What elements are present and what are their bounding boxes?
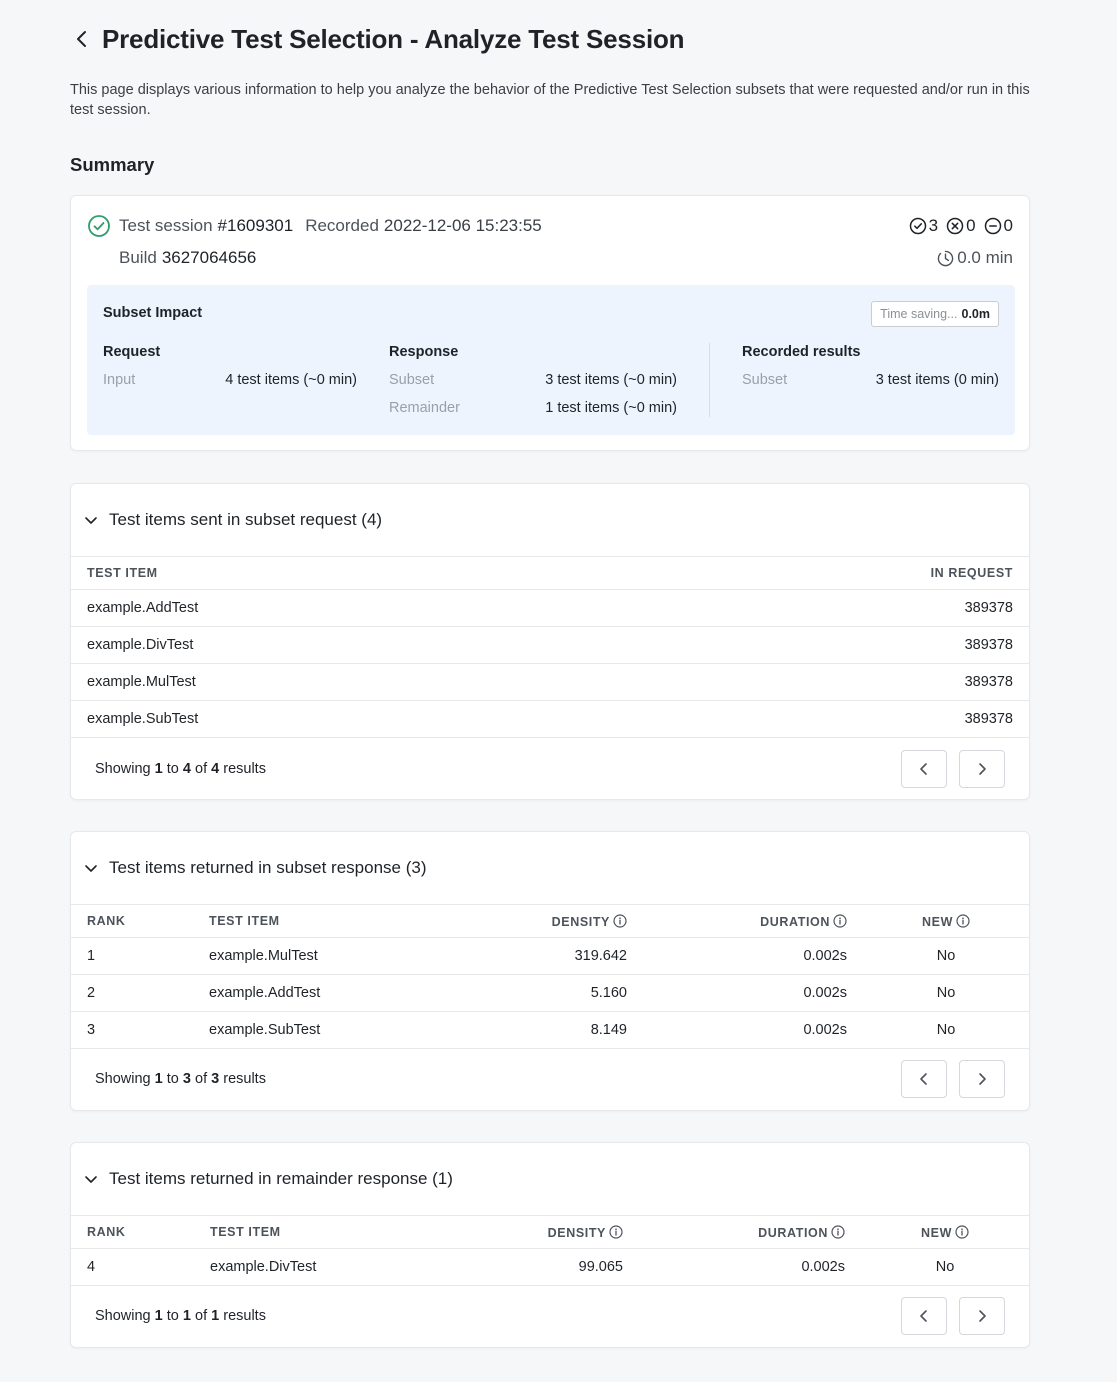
rank-cell: 3 bbox=[71, 1012, 193, 1049]
duration-cell: 0.002s bbox=[643, 975, 863, 1012]
col-new[interactable]: NEW bbox=[863, 905, 1029, 938]
test-item-cell: example.SubTest bbox=[193, 1012, 493, 1049]
pagination bbox=[71, 1285, 1029, 1347]
in-request-cell: 389378 bbox=[604, 590, 1029, 627]
recorded-results-heading: Recorded results bbox=[742, 344, 861, 360]
session-info-row bbox=[87, 214, 1013, 238]
duration-cell: 0.002s bbox=[643, 938, 863, 975]
in-request-cell: 389378 bbox=[604, 664, 1029, 701]
duration-cell: 0.002s bbox=[639, 1249, 861, 1286]
pagination bbox=[71, 738, 1029, 800]
session-id: #1609301 bbox=[217, 216, 294, 235]
remainder-response-header[interactable] bbox=[71, 1143, 1029, 1215]
info-icon[interactable] bbox=[956, 914, 970, 928]
test-item-cell: example.AddTest bbox=[71, 590, 604, 627]
response-heading: Response bbox=[389, 344, 459, 360]
duration-cell: 0.002s bbox=[643, 1012, 863, 1049]
request-items-header[interactable] bbox=[71, 484, 1029, 556]
col-test-item[interactable]: TEST ITEM bbox=[194, 1216, 494, 1249]
chevron-left-icon bbox=[72, 29, 92, 49]
col-new[interactable]: NEW bbox=[861, 1216, 1029, 1249]
collapse-toggle[interactable] bbox=[81, 510, 101, 530]
density-cell: 8.149 bbox=[493, 1012, 643, 1049]
collapse-toggle[interactable] bbox=[81, 858, 101, 878]
test-item-cell: example.DivTest bbox=[71, 627, 604, 664]
rank-cell: 1 bbox=[71, 938, 193, 975]
col-density[interactable]: DENSITY bbox=[493, 905, 643, 938]
test-item-cell: example.DivTest bbox=[194, 1249, 494, 1286]
info-icon[interactable] bbox=[831, 1225, 845, 1239]
test-item-cell: example.SubTest bbox=[71, 701, 604, 738]
chevron-right-icon bbox=[975, 762, 989, 776]
x-circle-icon bbox=[946, 217, 964, 235]
pagination-summary: Showing 1 to 4 of 4 results bbox=[95, 761, 266, 777]
rank-cell: 2 bbox=[71, 975, 193, 1012]
build-label: Build bbox=[119, 248, 157, 267]
table-row[interactable] bbox=[71, 1012, 1029, 1049]
request-input-value: 4 test items (~0 min) bbox=[225, 372, 357, 388]
col-duration[interactable]: DURATION bbox=[639, 1216, 861, 1249]
session-label: Test session bbox=[119, 216, 213, 235]
previous-page-button[interactable] bbox=[901, 750, 947, 788]
subset-impact-title: Subset Impact bbox=[103, 305, 203, 321]
rank-cell: 4 bbox=[71, 1249, 194, 1286]
build-id: 3627064656 bbox=[161, 248, 257, 267]
result-counts bbox=[901, 216, 1013, 236]
col-duration[interactable]: DURATION bbox=[643, 905, 863, 938]
table-row[interactable] bbox=[71, 627, 1029, 664]
minus-circle-icon bbox=[984, 217, 1002, 235]
info-icon[interactable] bbox=[613, 914, 627, 928]
response-remainder-label: Remainder bbox=[389, 400, 460, 416]
request-items-card bbox=[70, 483, 1030, 800]
page-title: Predictive Test Selection - Analyze Test Session bbox=[102, 23, 685, 54]
impact-divider bbox=[709, 343, 710, 417]
chevron-right-icon bbox=[975, 1309, 989, 1323]
recorded-label: Recorded bbox=[305, 216, 379, 235]
response-remainder-value: 1 test items (~0 min) bbox=[545, 400, 677, 416]
in-request-cell: 389378 bbox=[604, 627, 1029, 664]
page-description: This page displays various information to help you analyze the behavior of the Predictive Test Selection subsets that were requested and/or run in this test session. bbox=[70, 82, 1030, 118]
pagination-summary: Showing 1 to 1 of 1 results bbox=[95, 1308, 266, 1324]
subset-response-table bbox=[71, 904, 1029, 1049]
table-header-row bbox=[71, 557, 1029, 590]
subset-response-card bbox=[70, 831, 1030, 1111]
chevron-down-icon bbox=[83, 1171, 99, 1187]
clock-icon bbox=[937, 250, 954, 267]
subset-response-header[interactable] bbox=[71, 832, 1029, 904]
density-cell: 99.065 bbox=[494, 1249, 639, 1286]
table-row[interactable] bbox=[71, 664, 1029, 701]
subset-impact-panel bbox=[87, 285, 1015, 435]
test-item-cell: example.MulTest bbox=[193, 938, 493, 975]
info-icon[interactable] bbox=[955, 1225, 969, 1239]
col-test-item[interactable]: TEST ITEM bbox=[193, 905, 493, 938]
table-header-row bbox=[71, 905, 1029, 938]
remainder-response-title: Test items returned in remainder response (1) bbox=[109, 1169, 453, 1188]
chevron-left-icon bbox=[917, 1309, 931, 1323]
back-button[interactable] bbox=[70, 27, 94, 51]
passed-count: 3 bbox=[909, 216, 938, 236]
chevron-down-icon bbox=[83, 512, 99, 528]
request-items-title: Test items sent in subset request (4) bbox=[109, 510, 383, 529]
request-items-table bbox=[71, 556, 1029, 738]
response-subset-value: 3 test items (~0 min) bbox=[545, 372, 677, 388]
failed-count: 0 bbox=[946, 216, 975, 236]
test-item-cell: example.MulTest bbox=[71, 664, 604, 701]
density-cell: 319.642 bbox=[493, 938, 643, 975]
chevron-down-icon bbox=[83, 860, 99, 876]
skipped-count: 0 bbox=[984, 216, 1013, 236]
col-rank[interactable]: RANK bbox=[71, 1216, 194, 1249]
subset-response-title: Test items returned in subset response (3) bbox=[109, 858, 427, 877]
previous-page-button[interactable] bbox=[901, 1060, 947, 1098]
next-page-button[interactable] bbox=[959, 1297, 1005, 1335]
new-cell: No bbox=[863, 1012, 1029, 1049]
table-row[interactable] bbox=[71, 701, 1029, 738]
chevron-right-icon bbox=[975, 1072, 989, 1086]
previous-page-button[interactable] bbox=[901, 1297, 947, 1335]
next-page-button[interactable] bbox=[959, 750, 1005, 788]
table-row[interactable] bbox=[71, 1249, 1029, 1286]
collapse-toggle[interactable] bbox=[81, 1169, 101, 1189]
col-in-request[interactable]: IN REQUEST bbox=[604, 557, 1029, 590]
col-rank[interactable]: RANK bbox=[71, 905, 193, 938]
new-cell: No bbox=[863, 938, 1029, 975]
response-subset-label: Subset bbox=[389, 372, 435, 388]
page-header bbox=[70, 22, 684, 56]
in-request-cell: 389378 bbox=[604, 701, 1029, 738]
next-page-button[interactable] bbox=[959, 1060, 1005, 1098]
info-icon[interactable] bbox=[833, 914, 847, 928]
check-circle-icon bbox=[909, 217, 927, 235]
col-density[interactable]: DENSITY bbox=[494, 1216, 639, 1249]
density-cell: 5.160 bbox=[493, 975, 643, 1012]
time-saving-badge[interactable]: Time saving... 0.0m bbox=[871, 301, 999, 327]
table-row[interactable] bbox=[71, 975, 1029, 1012]
pagination-summary: Showing 1 to 3 of 3 results bbox=[95, 1071, 266, 1087]
recorded-subset-label: Subset bbox=[742, 372, 788, 388]
summary-heading: Summary bbox=[70, 154, 155, 175]
request-heading: Request bbox=[103, 344, 161, 360]
build-info-row bbox=[87, 246, 1013, 270]
table-row[interactable] bbox=[71, 938, 1029, 975]
col-test-item[interactable]: TEST ITEM bbox=[71, 557, 604, 590]
table-header-row bbox=[71, 1216, 1029, 1249]
remainder-response-table bbox=[71, 1215, 1029, 1286]
info-icon[interactable] bbox=[609, 1225, 623, 1239]
chevron-left-icon bbox=[917, 1072, 931, 1086]
remainder-response-card bbox=[70, 1142, 1030, 1348]
summary-card bbox=[70, 195, 1030, 451]
pagination bbox=[71, 1048, 1029, 1110]
session-duration: 0.0 min bbox=[937, 248, 1013, 268]
test-item-cell: example.AddTest bbox=[193, 975, 493, 1012]
chevron-left-icon bbox=[917, 762, 931, 776]
new-cell: No bbox=[861, 1249, 1029, 1286]
request-input-label: Input bbox=[103, 372, 136, 388]
table-row[interactable] bbox=[71, 590, 1029, 627]
check-circle-icon bbox=[87, 214, 111, 238]
new-cell: No bbox=[863, 975, 1029, 1012]
recorded-timestamp: 2022-12-06 15:23:55 bbox=[383, 216, 542, 235]
recorded-subset-value: 3 test items (0 min) bbox=[875, 372, 999, 388]
